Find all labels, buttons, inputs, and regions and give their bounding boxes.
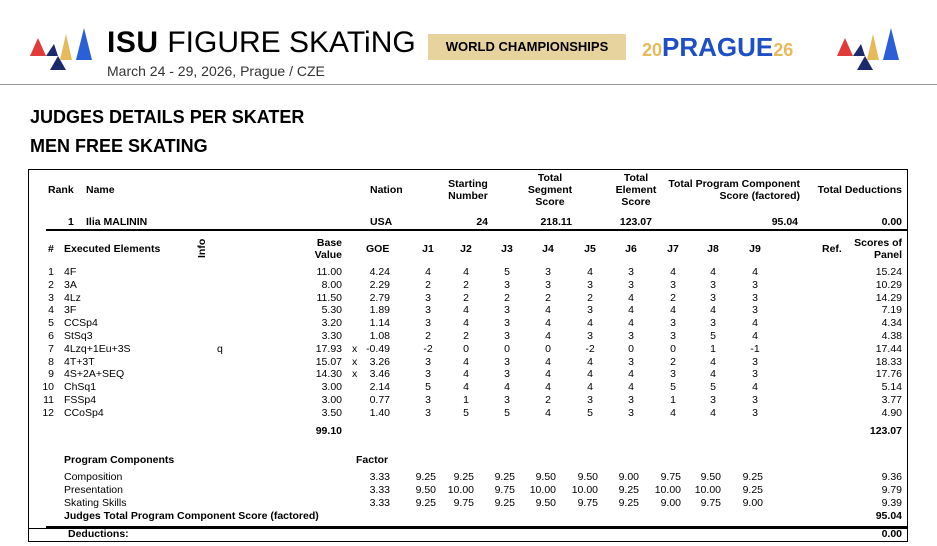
element-judge-3: 5 (504, 266, 510, 278)
year-right: 26 (773, 40, 794, 60)
factor-header: Factor (356, 454, 389, 466)
element-judge-1: 5 (425, 381, 431, 394)
element-judge-9: 3 (752, 368, 758, 381)
element-judge-9: 3 (752, 278, 758, 291)
element-judge-8: 3 (710, 394, 716, 406)
element-judge-5: 4 (587, 266, 593, 278)
element-judge-7: 4 (670, 266, 676, 278)
element-number: 3 (48, 291, 54, 304)
element-judge-6: 4 (628, 381, 634, 394)
component-judge-6: 9.25 (618, 497, 639, 509)
component-judge-3: 9.75 (494, 484, 515, 496)
header-divider (0, 84, 937, 85)
element-name: 3F (64, 304, 77, 317)
element-judge-8: 4 (710, 304, 716, 317)
page-subtitle: MEN FREE SKATING (30, 136, 208, 156)
header-element-number: # (48, 243, 54, 255)
element-number: 12 (42, 406, 54, 419)
element-judge-5: 4 (587, 368, 593, 381)
element-goe: 2.79 (369, 291, 390, 304)
component-judge-4: 9.50 (535, 497, 556, 509)
element-judge-6: 3 (628, 278, 634, 291)
header-nation: Nation (370, 184, 403, 196)
element-base-value: 3.30 (321, 330, 342, 342)
pcs-total-label: Judges Total Program Component Score (factored) (64, 510, 319, 522)
element-name: StSq3 (64, 330, 93, 342)
element-base-value: 3.00 (321, 394, 342, 406)
skater-name: Ilia MALININ (86, 216, 148, 228)
element-judge-5: -2 (585, 342, 595, 355)
element-judge-6: 4 (628, 291, 634, 304)
element-judge-3: 5 (504, 406, 510, 419)
element-score: 3.77 (881, 394, 902, 406)
element-judge-7: 1 (670, 394, 676, 406)
element-judge-2: 4 (463, 266, 469, 278)
element-judge-7: 3 (670, 278, 676, 291)
element-bonus-mark: x (352, 368, 358, 381)
component-judge-4: 9.50 (535, 471, 556, 483)
element-judge-4: 4 (545, 406, 551, 419)
element-judge-6: 0 (628, 342, 634, 355)
element-judge-8: 4 (710, 355, 716, 368)
element-judge-2: 4 (463, 355, 469, 368)
header-judge-2: J2 (460, 243, 472, 255)
element-judge-1: -2 (423, 342, 433, 355)
element-judge-4: 3 (545, 278, 551, 291)
element-name: 4S+2A+SEQ (64, 368, 125, 381)
element-score: 10.29 (875, 278, 902, 291)
header-judge-7: J7 (667, 243, 679, 255)
header-judge-1: J1 (422, 243, 434, 255)
element-judge-7: 4 (670, 304, 676, 317)
element-base-value: 3.20 (321, 317, 342, 330)
element-judge-5: 3 (587, 330, 593, 342)
element-score: 4.38 (881, 330, 902, 342)
element-judge-6: 3 (628, 266, 634, 278)
component-factor: 3.33 (369, 484, 390, 496)
element-judge-5: 4 (587, 355, 593, 368)
skater-total-deductions: 0.00 (881, 216, 902, 228)
header-judge-5: J5 (584, 243, 596, 255)
championship-badge: WORLD CHAMPIONSHIPS (428, 34, 626, 60)
element-goe: 3.46 (369, 368, 390, 381)
element-judge-9: 4 (752, 381, 758, 394)
element-goe: 1.40 (369, 406, 390, 419)
element-judge-9: 4 (752, 266, 758, 278)
element-score: 14.29 (875, 291, 902, 304)
element-judge-2: 2 (463, 330, 469, 342)
element-judge-7: 5 (670, 381, 676, 394)
skater-starting-number: 24 (476, 216, 488, 228)
element-base-value: 8.00 (321, 278, 342, 291)
skater-total-segment-score: 218.11 (540, 216, 572, 228)
element-judge-6: 3 (628, 406, 634, 419)
header-total-deductions: Total Deductions (817, 184, 902, 196)
element-number: 6 (48, 330, 54, 342)
element-score: 7.19 (881, 304, 902, 317)
element-score: 18.33 (875, 355, 902, 368)
pcs-total-value: 95.04 (875, 510, 902, 522)
skater-total-pcs: 95.04 (771, 216, 798, 228)
skater-nation: USA (370, 216, 393, 228)
element-judge-6: 4 (628, 368, 634, 381)
header-judge-8: J8 (707, 243, 719, 255)
element-judge-8: 4 (710, 266, 716, 278)
element-name: CCoSp4 (64, 406, 104, 419)
element-judge-5: 3 (587, 278, 593, 291)
element-judge-8: 5 (710, 381, 716, 394)
element-judge-3: 3 (504, 330, 510, 342)
brand-label: FIGURE SKATiNG (167, 26, 416, 59)
element-judge-4: 4 (545, 368, 551, 381)
element-judge-9: 3 (752, 355, 758, 368)
component-judge-6: 9.00 (618, 471, 639, 483)
element-judge-5: 3 (587, 304, 593, 317)
element-judge-6: 3 (628, 394, 634, 406)
component-judge-9: 9.00 (742, 497, 763, 509)
element-goe: 2.14 (369, 381, 390, 394)
header-starting-number: Starting Number (448, 178, 488, 202)
header-judge-9: J9 (749, 243, 761, 255)
element-judge-6: 3 (628, 355, 634, 368)
element-judge-2: 0 (463, 342, 469, 355)
year-left: 20 (642, 40, 663, 60)
element-judge-8: 3 (710, 317, 716, 330)
element-judge-9: -1 (750, 342, 760, 355)
element-goe: 1.14 (369, 317, 390, 330)
component-judge-1: 9.25 (415, 497, 436, 509)
component-judge-1: 9.25 (415, 471, 436, 483)
element-score: 4.90 (881, 406, 902, 419)
element-judge-3: 4 (504, 381, 510, 394)
component-judge-8: 9.75 (700, 497, 721, 509)
component-name: Skating Skills (64, 497, 127, 509)
component-judge-8: 10.00 (694, 484, 721, 496)
element-info: q (217, 342, 223, 355)
element-base-value: 11.00 (316, 266, 342, 278)
component-judge-7: 10.00 (654, 484, 681, 496)
element-judge-5: 4 (587, 381, 593, 394)
element-judge-4: 2 (545, 394, 551, 406)
component-factor: 3.33 (369, 471, 390, 483)
element-judge-7: 0 (670, 342, 676, 355)
element-judge-2: 4 (463, 317, 469, 330)
element-name: 4Lz (64, 291, 81, 304)
element-base-value: 3.00 (321, 381, 342, 394)
header-judge-4: J4 (542, 243, 554, 255)
element-score: 17.76 (875, 368, 902, 381)
header-total-segment-score: Total Segment Score (527, 172, 573, 208)
component-judge-5: 9.75 (577, 497, 598, 509)
element-judge-8: 4 (710, 368, 716, 381)
component-score: 9.79 (881, 484, 902, 496)
element-judge-5: 4 (587, 317, 593, 330)
element-judge-2: 5 (463, 406, 469, 419)
header-executed-elements: Executed Elements (64, 243, 161, 255)
element-name: 4T+3T (64, 355, 95, 368)
deductions-divider (46, 526, 907, 528)
element-number: 9 (48, 368, 54, 381)
component-judge-3: 9.25 (494, 471, 515, 483)
element-judge-4: 3 (545, 266, 551, 278)
header-scores-of-panel: Scores of Panel (854, 237, 902, 261)
element-judge-4: 4 (545, 317, 551, 330)
city-label: PRAGUE (662, 32, 774, 62)
component-judge-3: 9.25 (494, 497, 515, 509)
component-name: Composition (64, 471, 123, 483)
element-base-value: 14.30 (315, 368, 342, 381)
element-goe: 2.29 (369, 278, 390, 291)
element-goe: 3.26 (369, 355, 390, 368)
base-value-total: 99.10 (315, 425, 342, 437)
deductions-value: 0.00 (881, 528, 902, 540)
element-number: 7 (48, 342, 54, 355)
header-rank: Rank (48, 184, 74, 196)
element-judge-6: 4 (628, 317, 634, 330)
program-components-title: Program Components (64, 454, 175, 466)
element-judge-1: 3 (425, 406, 431, 419)
element-judge-1: 3 (425, 394, 431, 406)
header-total-element-score: Total Element Score (615, 172, 657, 208)
element-judge-4: 0 (545, 342, 551, 355)
header-ref: Ref. (822, 243, 842, 255)
isu-label: ISU (107, 26, 159, 59)
right-logo-icon (835, 24, 903, 72)
skater-total-element-score: 123.07 (619, 216, 652, 228)
skater-rank: 1 (68, 216, 74, 228)
element-judge-3: 3 (504, 317, 510, 330)
component-score: 9.36 (881, 471, 902, 483)
element-bonus-mark: x (352, 355, 358, 368)
element-judge-8: 5 (710, 330, 716, 342)
element-number: 4 (48, 304, 54, 317)
component-score: 9.39 (881, 497, 902, 509)
element-judge-3: 3 (504, 304, 510, 317)
element-judge-1: 3 (425, 368, 431, 381)
element-judge-4: 4 (545, 381, 551, 394)
element-judge-1: 4 (425, 266, 431, 278)
header-name: Name (86, 184, 115, 196)
event-dates: March 24 - 29, 2026, Prague / CZE (107, 63, 325, 79)
element-judge-5: 3 (587, 394, 593, 406)
component-judge-4: 10.00 (529, 484, 556, 496)
element-judge-9: 3 (752, 304, 758, 317)
element-number: 5 (48, 317, 54, 330)
component-judge-2: 9.75 (453, 497, 474, 509)
element-base-value: 15.07 (315, 355, 342, 368)
element-judge-2: 4 (463, 381, 469, 394)
header-info: Info (196, 238, 208, 258)
element-judge-9: 3 (752, 406, 758, 419)
component-judge-6: 9.25 (618, 484, 639, 496)
summary-divider (46, 229, 907, 231)
element-goe: 1.08 (369, 330, 390, 342)
element-judge-2: 2 (463, 291, 469, 304)
component-judge-5: 9.50 (577, 471, 598, 483)
component-factor: 3.33 (369, 497, 390, 509)
element-judge-3: 3 (504, 278, 510, 291)
element-judge-7: 3 (670, 368, 676, 381)
component-judge-2: 9.25 (453, 471, 474, 483)
element-judge-6: 4 (628, 304, 634, 317)
header-base-value: Base Value (314, 237, 342, 261)
left-logo-icon (28, 24, 96, 72)
header-goe: GOE (366, 243, 390, 255)
element-judge-7: 3 (670, 330, 676, 342)
element-judge-3: 3 (504, 355, 510, 368)
component-judge-9: 9.25 (742, 471, 763, 483)
header-judge-6: J6 (625, 243, 637, 255)
element-judge-4: 2 (545, 291, 551, 304)
element-score: 15.24 (875, 266, 902, 278)
component-judge-2: 10.00 (447, 484, 474, 496)
element-judge-5: 5 (587, 406, 593, 419)
element-name: 4Lzq+1Eu+3S (64, 342, 131, 355)
element-judge-5: 2 (587, 291, 593, 304)
deductions-box (28, 527, 908, 542)
element-judge-7: 2 (670, 291, 676, 304)
element-judge-6: 3 (628, 330, 634, 342)
brand-wordmark (107, 26, 416, 60)
element-judge-9: 4 (752, 317, 758, 330)
element-judge-4: 4 (545, 355, 551, 368)
element-judge-3: 0 (504, 342, 510, 355)
element-judge-8: 3 (710, 291, 716, 304)
element-name: 4F (64, 266, 77, 278)
header-total-pcs: Total Program Component Score (factored) (668, 178, 800, 202)
element-number: 11 (43, 394, 54, 406)
element-judge-1: 2 (425, 278, 431, 291)
page-title: JUDGES DETAILS PER SKATER (30, 107, 305, 127)
element-judge-3: 3 (504, 368, 510, 381)
element-base-value: 3.50 (321, 406, 342, 419)
element-judge-2: 2 (463, 278, 469, 291)
element-base-value: 11.50 (316, 291, 342, 304)
element-judge-9: 3 (752, 394, 758, 406)
element-judge-8: 4 (710, 406, 716, 419)
component-judge-7: 9.00 (660, 497, 681, 509)
element-name: 3A (64, 278, 77, 291)
element-goe: 0.77 (369, 394, 390, 406)
element-judge-2: 4 (463, 304, 469, 317)
element-number: 10 (42, 381, 54, 394)
component-judge-5: 10.00 (571, 484, 598, 496)
element-goe: 4.24 (369, 266, 390, 278)
element-score: 4.34 (881, 317, 902, 330)
element-judge-2: 4 (463, 368, 469, 381)
element-score: 17.44 (875, 342, 902, 355)
prague-logo (642, 32, 793, 63)
element-name: FSSp4 (64, 394, 97, 406)
component-name: Presentation (64, 484, 123, 496)
element-judge-4: 4 (545, 330, 551, 342)
element-number: 1 (48, 266, 54, 278)
element-score-total: 123.07 (869, 425, 902, 437)
element-number: 8 (48, 355, 54, 368)
element-judge-8: 3 (710, 278, 716, 291)
component-judge-1: 9.50 (415, 484, 436, 496)
element-goe: -0.49 (366, 342, 390, 355)
component-judge-9: 9.25 (742, 484, 763, 496)
element-base-value: 5.30 (321, 304, 342, 317)
header-judge-3: J3 (501, 243, 513, 255)
element-judge-3: 2 (504, 291, 510, 304)
element-judge-9: 4 (752, 330, 758, 342)
element-judge-4: 4 (545, 304, 551, 317)
element-judge-1: 3 (425, 291, 431, 304)
element-judge-7: 4 (670, 406, 676, 419)
deductions-label: Deductions: (68, 528, 129, 540)
element-judge-1: 3 (425, 317, 431, 330)
component-judge-8: 9.50 (700, 471, 721, 483)
element-judge-1: 3 (425, 304, 431, 317)
element-name: ChSq1 (64, 381, 97, 394)
element-base-value: 17.93 (315, 342, 342, 355)
element-judge-2: 1 (463, 394, 469, 406)
element-name: CCSp4 (64, 317, 98, 330)
element-judge-1: 2 (425, 330, 431, 342)
element-judge-8: 1 (710, 342, 716, 355)
element-bonus-mark: x (352, 342, 358, 355)
element-number: 2 (48, 278, 54, 291)
element-goe: 1.89 (369, 304, 390, 317)
element-judge-7: 2 (670, 355, 676, 368)
component-judge-7: 9.75 (660, 471, 681, 483)
element-judge-1: 3 (425, 355, 431, 368)
element-judge-7: 3 (670, 317, 676, 330)
element-judge-9: 3 (752, 291, 758, 304)
element-score: 5.14 (881, 381, 902, 394)
element-judge-3: 3 (504, 394, 510, 406)
